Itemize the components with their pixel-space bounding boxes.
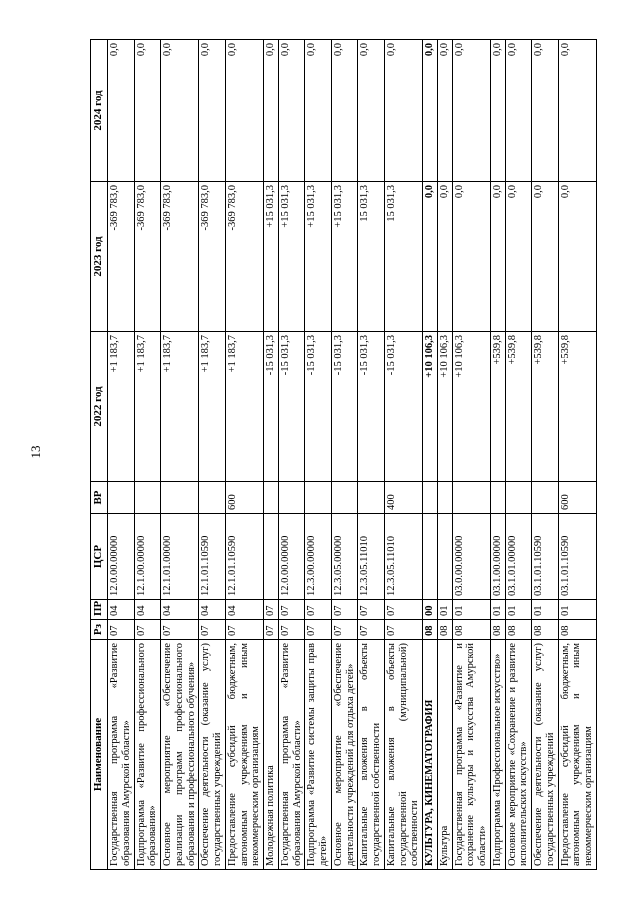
table-row bbox=[505, 40, 532, 870]
cell-vr bbox=[108, 482, 135, 514]
cell-vr bbox=[264, 482, 279, 514]
cell-name: Культура bbox=[437, 640, 452, 870]
cell-2023: -369 783,0 bbox=[225, 182, 263, 332]
cell-pr: 07 bbox=[331, 600, 358, 620]
cell-pr: 01 bbox=[490, 600, 505, 620]
cell-2024: 0,0 bbox=[490, 40, 505, 182]
cell-csr: 03.1.01.10590 bbox=[558, 514, 596, 600]
cell-rz: 08 bbox=[505, 620, 532, 640]
cell-csr bbox=[437, 514, 452, 600]
cell-2023: +15 031,3 bbox=[264, 182, 279, 332]
cell-rz: 07 bbox=[108, 620, 135, 640]
cell-2022: +539,8 bbox=[490, 332, 505, 482]
cell-pr: 04 bbox=[134, 600, 161, 620]
table-row bbox=[199, 40, 226, 870]
cell-2024: 0,0 bbox=[452, 40, 490, 182]
table-row bbox=[384, 40, 422, 870]
cell-2022: +10 106,3 bbox=[452, 332, 490, 482]
cell-pr: 04 bbox=[161, 600, 199, 620]
cell-vr bbox=[161, 482, 199, 514]
table-row bbox=[437, 40, 452, 870]
cell-pr: 04 bbox=[108, 600, 135, 620]
cell-csr: 03.1.01.00000 bbox=[505, 514, 532, 600]
cell-vr bbox=[452, 482, 490, 514]
cell-csr: 12.3.05.00000 bbox=[331, 514, 358, 600]
cell-rz: 07 bbox=[161, 620, 199, 640]
cell-csr bbox=[423, 514, 438, 600]
cell-rz: 07 bbox=[225, 620, 263, 640]
header-vr: ВР bbox=[91, 482, 108, 514]
cell-pr: 01 bbox=[505, 600, 532, 620]
cell-rz: 07 bbox=[331, 620, 358, 640]
cell-csr: 12.1.01.10590 bbox=[225, 514, 263, 600]
cell-vr: 400 bbox=[384, 482, 422, 514]
cell-vr bbox=[134, 482, 161, 514]
cell-pr: 07 bbox=[384, 600, 422, 620]
cell-name: Государственная программа «Развитие и сохранение культуры и искусства Амурской области» bbox=[452, 640, 490, 870]
table-row bbox=[558, 40, 596, 870]
cell-2024: 0,0 bbox=[108, 40, 135, 182]
cell-name: Обеспечение деятельности (оказание услуг) государственных учреждений bbox=[532, 640, 559, 870]
cell-vr: 600 bbox=[225, 482, 263, 514]
cell-csr: 12.3.00.00000 bbox=[305, 514, 332, 600]
cell-2024: 0,0 bbox=[161, 40, 199, 182]
cell-pr: 04 bbox=[199, 600, 226, 620]
budget-table-rotated bbox=[90, 40, 612, 870]
cell-2024: 0,0 bbox=[134, 40, 161, 182]
cell-2023: 0,0 bbox=[452, 182, 490, 332]
cell-2024: 0,0 bbox=[558, 40, 596, 182]
cell-csr: 03.1.00.00000 bbox=[490, 514, 505, 600]
cell-2022: +539,8 bbox=[505, 332, 532, 482]
cell-2022: -15 031,3 bbox=[358, 332, 385, 482]
cell-pr: 01 bbox=[437, 600, 452, 620]
cell-vr bbox=[423, 482, 438, 514]
cell-2023: -369 783,0 bbox=[108, 182, 135, 332]
table-row bbox=[452, 40, 490, 870]
cell-pr: 07 bbox=[358, 600, 385, 620]
cell-2022: +1 183,7 bbox=[108, 332, 135, 482]
cell-csr: 12.1.00.00000 bbox=[134, 514, 161, 600]
cell-vr bbox=[490, 482, 505, 514]
cell-name: Подпрограмма «Развитие профессионального образования» bbox=[134, 640, 161, 870]
cell-2024: 0,0 bbox=[423, 40, 438, 182]
cell-name: Капитальные вложения в объекты государственной (муниципальной) собственности bbox=[384, 640, 422, 870]
cell-rz: 08 bbox=[532, 620, 559, 640]
cell-vr bbox=[358, 482, 385, 514]
cell-2022: -15 031,3 bbox=[384, 332, 422, 482]
cell-2024: 0,0 bbox=[532, 40, 559, 182]
header-csr: ЦСР bbox=[91, 514, 108, 600]
cell-pr: 07 bbox=[305, 600, 332, 620]
cell-2023: 0,0 bbox=[558, 182, 596, 332]
header-2022: 2022 год bbox=[91, 332, 108, 482]
cell-2023: -369 783,0 bbox=[134, 182, 161, 332]
cell-name: Основное мероприятие «Сохранение и развитие исполнительских искусств» bbox=[505, 640, 532, 870]
cell-vr bbox=[199, 482, 226, 514]
cell-vr bbox=[278, 482, 305, 514]
cell-pr: 01 bbox=[558, 600, 596, 620]
cell-pr: 01 bbox=[532, 600, 559, 620]
cell-2024: 0,0 bbox=[278, 40, 305, 182]
cell-2024: 0,0 bbox=[199, 40, 226, 182]
header-name: Наименование bbox=[91, 640, 108, 870]
header-pr: ПР bbox=[91, 600, 108, 620]
cell-csr: 12.0.00.00000 bbox=[278, 514, 305, 600]
cell-name: Подпрограмма «Профессиональное искусство» bbox=[490, 640, 505, 870]
cell-2024: 0,0 bbox=[331, 40, 358, 182]
cell-rz: 08 bbox=[452, 620, 490, 640]
header-2023: 2023 год bbox=[91, 182, 108, 332]
cell-csr bbox=[264, 514, 279, 600]
cell-csr: 03.1.01.10590 bbox=[532, 514, 559, 600]
cell-2023: -369 783,0 bbox=[199, 182, 226, 332]
cell-name: Подпрограмма «Развитие системы защиты прав детей» bbox=[305, 640, 332, 870]
cell-vr bbox=[505, 482, 532, 514]
cell-rz: 07 bbox=[358, 620, 385, 640]
cell-rz: 07 bbox=[264, 620, 279, 640]
cell-2023: 15 031,3 bbox=[384, 182, 422, 332]
table-row bbox=[532, 40, 559, 870]
cell-rz: 07 bbox=[305, 620, 332, 640]
cell-2022: +1 183,7 bbox=[161, 332, 199, 482]
cell-2023: -369 783,0 bbox=[161, 182, 199, 332]
cell-name: Государственная программа «Развитие образования Амурской области» bbox=[278, 640, 305, 870]
cell-pr: 01 bbox=[452, 600, 490, 620]
cell-name: Предоставление субсидий бюджетным, автономным учреждениям и иным некоммерческим организациям bbox=[558, 640, 596, 870]
cell-csr: 03.0.00.00000 bbox=[452, 514, 490, 600]
cell-name: Основное мероприятие «Обеспечение деятельности учреждений для отдыха детей» bbox=[331, 640, 358, 870]
cell-2024: 0,0 bbox=[384, 40, 422, 182]
table-row bbox=[490, 40, 505, 870]
cell-csr: 12.3.05.11010 bbox=[384, 514, 422, 600]
table-row bbox=[305, 40, 332, 870]
table-row bbox=[161, 40, 199, 870]
cell-csr: 12.1.01.10590 bbox=[199, 514, 226, 600]
table-row bbox=[264, 40, 279, 870]
cell-2023: 0,0 bbox=[532, 182, 559, 332]
table-row bbox=[358, 40, 385, 870]
cell-pr: 07 bbox=[278, 600, 305, 620]
table-header-row bbox=[91, 40, 108, 870]
budget-table bbox=[90, 39, 597, 870]
table-row bbox=[331, 40, 358, 870]
page-number: 13 bbox=[28, 445, 43, 459]
cell-csr: 12.3.05.11010 bbox=[358, 514, 385, 600]
cell-2023: 0,0 bbox=[437, 182, 452, 332]
cell-vr bbox=[305, 482, 332, 514]
cell-vr bbox=[532, 482, 559, 514]
cell-rz: 07 bbox=[278, 620, 305, 640]
cell-rz: 07 bbox=[384, 620, 422, 640]
cell-2024: 0,0 bbox=[264, 40, 279, 182]
cell-name: Капитальные вложения в объекты государственной собственности bbox=[358, 640, 385, 870]
cell-name: КУЛЬТУРА, КИНЕМАТОГРАФИЯ bbox=[423, 640, 438, 870]
table-row bbox=[225, 40, 263, 870]
cell-2022: -15 031,3 bbox=[331, 332, 358, 482]
cell-pr: 07 bbox=[264, 600, 279, 620]
cell-2023: 0,0 bbox=[490, 182, 505, 332]
cell-2023: +15 031,3 bbox=[278, 182, 305, 332]
cell-2022: +539,8 bbox=[558, 332, 596, 482]
cell-name: Государственная программа «Развитие образования Амурской области» bbox=[108, 640, 135, 870]
cell-2022: -15 031,3 bbox=[305, 332, 332, 482]
table-row bbox=[423, 40, 438, 870]
cell-2024: 0,0 bbox=[358, 40, 385, 182]
cell-2023: 15 031,3 bbox=[358, 182, 385, 332]
cell-2022: +10 106,3 bbox=[423, 332, 438, 482]
cell-2022: +1 183,7 bbox=[134, 332, 161, 482]
table-body bbox=[108, 40, 597, 870]
cell-vr bbox=[437, 482, 452, 514]
cell-2022: +1 183,7 bbox=[199, 332, 226, 482]
cell-pr: 04 bbox=[225, 600, 263, 620]
cell-name: Обеспечение деятельности (оказание услуг) государственных учреждений bbox=[199, 640, 226, 870]
cell-csr: 12.1.01.00000 bbox=[161, 514, 199, 600]
table-row bbox=[108, 40, 135, 870]
cell-rz: 07 bbox=[134, 620, 161, 640]
cell-2023: +15 031,3 bbox=[305, 182, 332, 332]
cell-pr: 00 bbox=[423, 600, 438, 620]
table-row bbox=[134, 40, 161, 870]
cell-rz: 08 bbox=[490, 620, 505, 640]
cell-2022: +539,8 bbox=[532, 332, 559, 482]
header-rz: Рз bbox=[91, 620, 108, 640]
cell-2023: 0,0 bbox=[423, 182, 438, 332]
cell-vr bbox=[331, 482, 358, 514]
cell-csr: 12.0.00.00000 bbox=[108, 514, 135, 600]
header-2024: 2024 год bbox=[91, 40, 108, 182]
cell-rz: 08 bbox=[437, 620, 452, 640]
cell-vr: 600 bbox=[558, 482, 596, 514]
cell-2023: +15 031,3 bbox=[331, 182, 358, 332]
cell-2024: 0,0 bbox=[225, 40, 263, 182]
cell-rz: 08 bbox=[423, 620, 438, 640]
cell-rz: 08 bbox=[558, 620, 596, 640]
cell-name: Молодежная политика bbox=[264, 640, 279, 870]
cell-2022: -15 031,3 bbox=[264, 332, 279, 482]
cell-name: Основное мероприятие «Обеспечение реализации программ профессионального образования и профессионального обучения» bbox=[161, 640, 199, 870]
cell-2022: -15 031,3 bbox=[278, 332, 305, 482]
cell-2022: +10 106,3 bbox=[437, 332, 452, 482]
cell-2024: 0,0 bbox=[437, 40, 452, 182]
cell-2024: 0,0 bbox=[505, 40, 532, 182]
cell-2022: +1 183,7 bbox=[225, 332, 263, 482]
cell-rz: 07 bbox=[199, 620, 226, 640]
table-row bbox=[278, 40, 305, 870]
cell-name: Предоставление субсидий бюджетным, автономным учреждениям и иным некоммерческим организациям bbox=[225, 640, 263, 870]
cell-2023: 0,0 bbox=[505, 182, 532, 332]
cell-2024: 0,0 bbox=[305, 40, 332, 182]
